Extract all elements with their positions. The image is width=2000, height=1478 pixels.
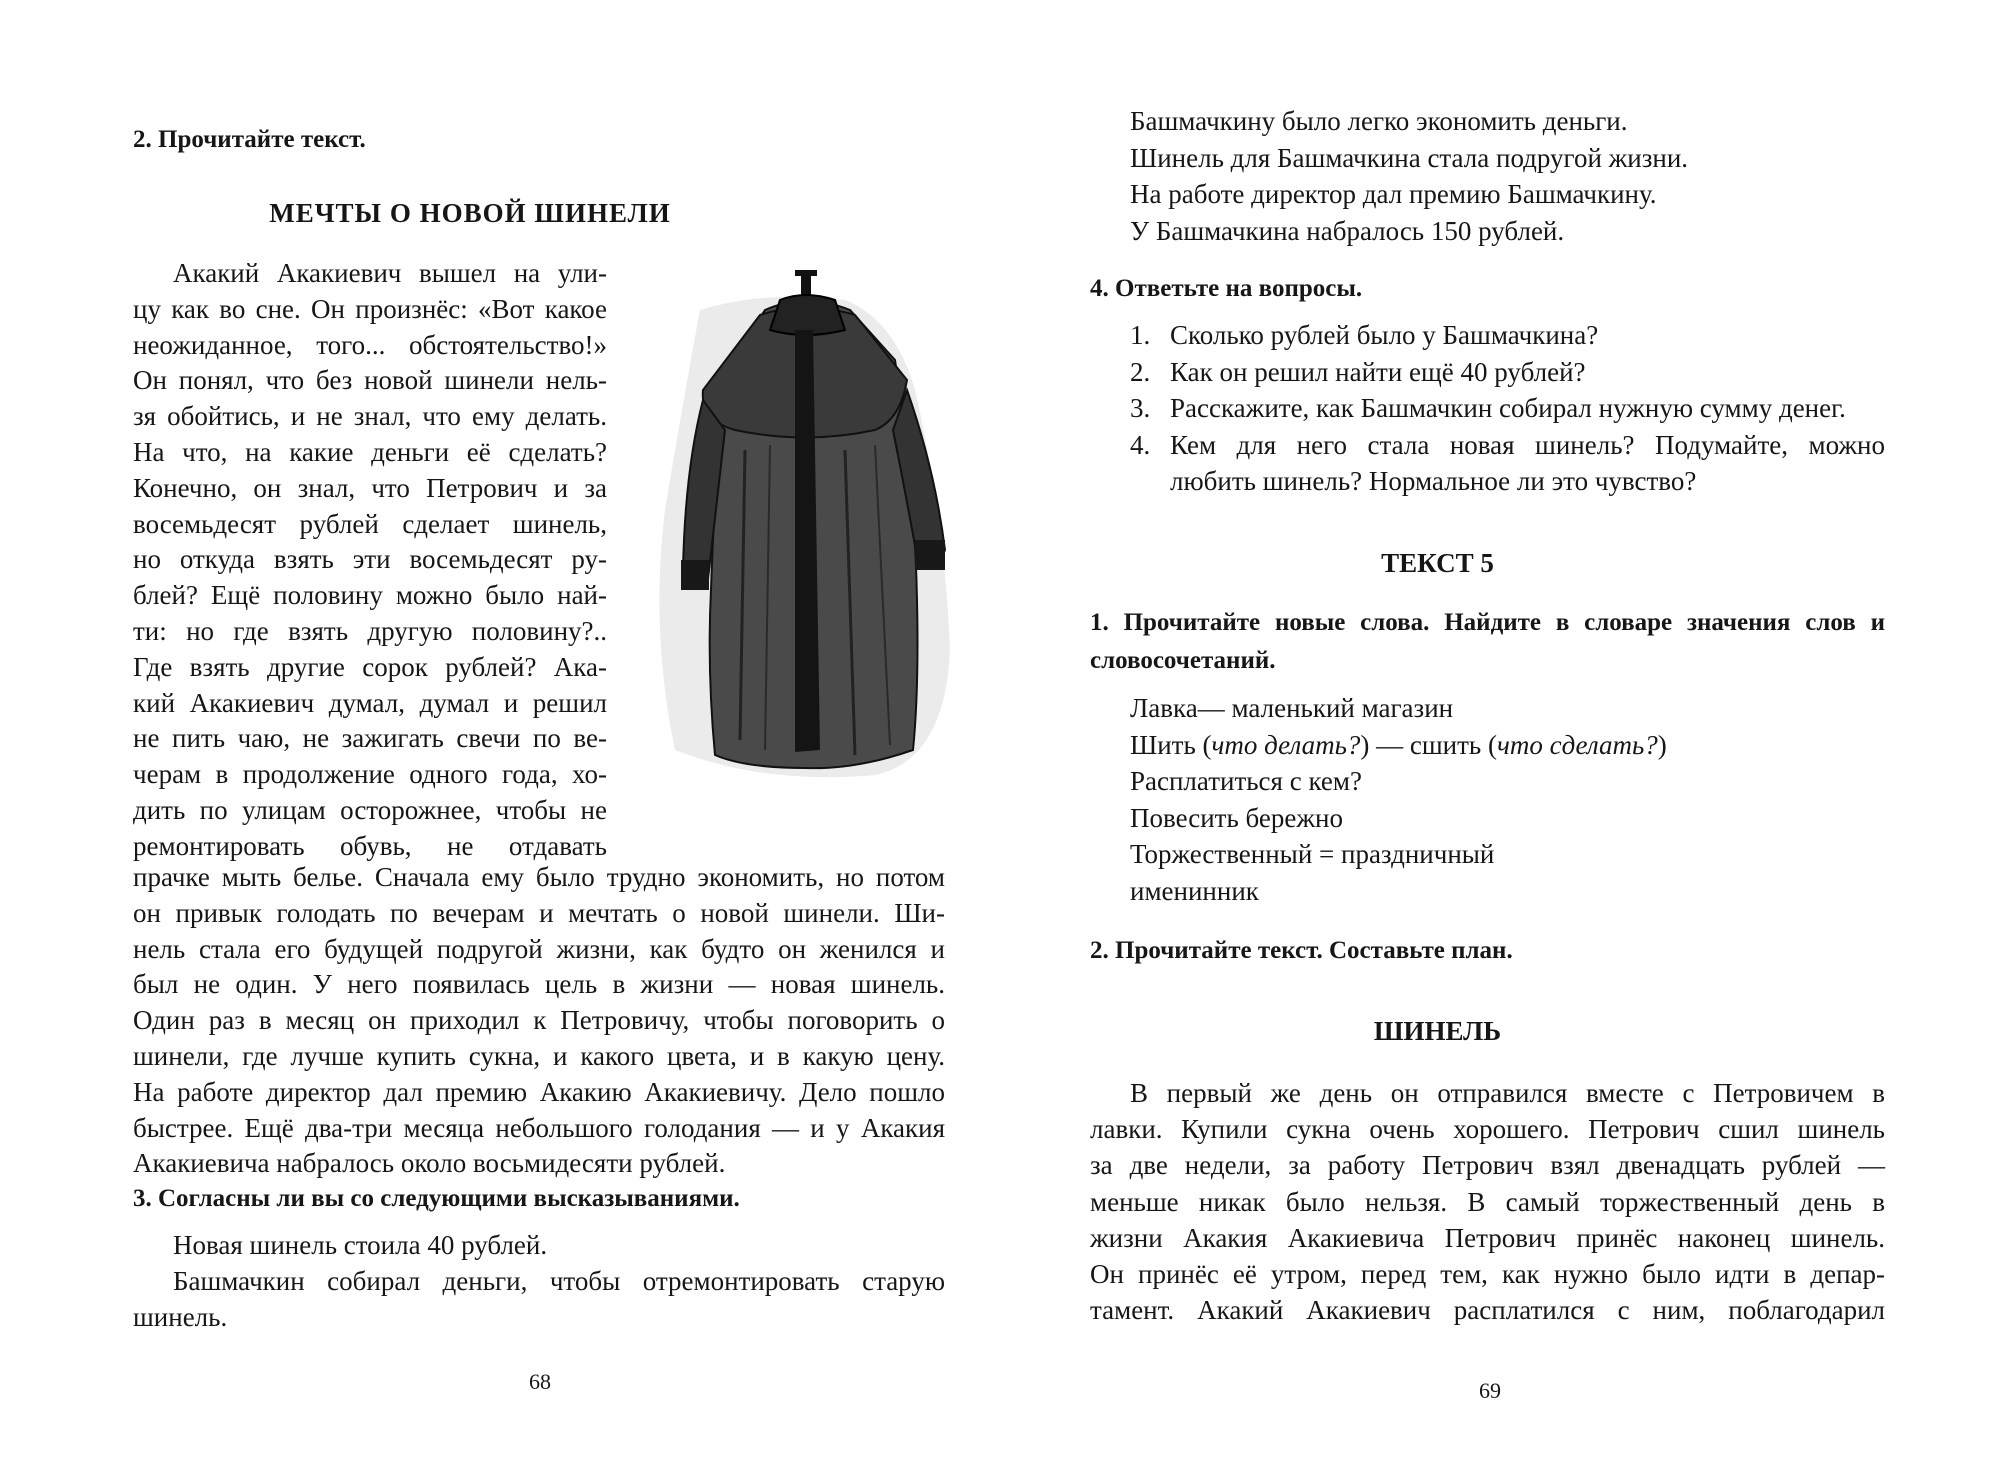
overcoat-illustration	[645, 270, 965, 790]
story-line: Конечно, он знал, что Петрович и за	[133, 472, 607, 503]
question-item	[1130, 354, 1885, 391]
vocabulary-list	[1130, 690, 1667, 909]
story-line: жизни Акакия Акакиевича Петрович принёс наконец шинель.	[1090, 1222, 1885, 1253]
question-number: 2.	[1130, 356, 1151, 387]
statement-line: шинель.	[133, 1301, 228, 1332]
vocab-item: Лавка— маленький магазин	[1130, 693, 1454, 723]
question-number: 1.	[1130, 320, 1151, 350]
story-line: тамент. Акакий Акакиевич расплатился с ним, поблагодарил	[1090, 1295, 1885, 1326]
story-2-text	[1090, 1075, 1885, 1328]
task-1-heading-continued: словосочетаний.	[1090, 647, 1276, 674]
question-text: Как он решил найти ещё 40 рублей?	[1170, 356, 1586, 387]
story-line: черам в продолжение одного года, хо-	[133, 759, 607, 790]
story-line: Один раз в месяц он приходил к Петровичу, чтобы поговорить о	[133, 1005, 945, 1036]
question-item	[1130, 427, 1885, 464]
questions-list	[1130, 317, 1885, 500]
question-text: Расскажите, как Башмачкин собирал нужную сумму денег.	[1170, 393, 1846, 423]
story-2-title: ШИНЕЛЬ	[1373, 1016, 1502, 1046]
story-narrow-column	[133, 256, 607, 865]
story-line: был не один. У него появилась цель в жизни — новая шинель.	[133, 969, 945, 1000]
question-text: любить шинель? Нормальное ли это чувство?	[1170, 466, 1697, 496]
question-item-continued	[1130, 463, 1885, 500]
task-2-heading: 2. Прочитайте текст. Составьте план.	[1090, 937, 1513, 964]
right-page	[1000, 0, 2000, 1478]
story-line: за две недели, за работу Петрович взял двенадцать рублей —	[1090, 1150, 1885, 1181]
story-line: цу как во сне. Он произнёс: «Вот какое	[133, 293, 607, 324]
statement-line: У Башмачкина набралось 150 рублей.	[1130, 215, 1565, 246]
page-number: 68	[529, 1369, 551, 1394]
vocab-item: Шить (что делать?) — сшить (что сделать?)	[1130, 729, 1667, 760]
vocab-item: Расплатиться с кем?	[1130, 766, 1362, 796]
statement-line: На работе директор дал премию Башмачкину.	[1130, 179, 1657, 209]
story-line: но откуда взять эти восемьдесят ру-	[133, 544, 607, 575]
text-5-heading: ТЕКСТ 5	[1381, 548, 1494, 578]
story-line: На что, на какие деньги её сделать?	[133, 436, 607, 467]
vocab-item: именинник	[1130, 875, 1259, 906]
question-text: Кем для него стала новая шинель? Подумайте, можно	[1170, 429, 1885, 460]
statement-line: Новая шинель стоила 40 рублей.	[173, 1230, 548, 1260]
story-line: быстрее. Ещё два-три месяца небольшого голодания — и у Акакия	[133, 1112, 945, 1143]
story-line: блей? Ещё половину можно было най-	[133, 580, 607, 611]
story-line: Он принёс её утром, перед тем, как нужно было идти в депар-	[1090, 1259, 1885, 1290]
story-line: ти: но где взять другую половину?..	[133, 615, 607, 646]
story-line: ремонтировать обувь, не отдавать	[133, 830, 607, 861]
story-line: зя обойтись, и не знал, что ему делать.	[133, 401, 607, 432]
vocab-item: Торжественный = праздничный	[1130, 839, 1495, 869]
statement-line: Шинель для Башмачкина стала подругой жизни.	[1130, 142, 1689, 173]
task-3-heading: 3. Согласны ли вы со следующими высказываниями.	[133, 1185, 740, 1212]
question-item	[1130, 390, 1885, 427]
question-item	[1130, 317, 1885, 354]
task-1-heading: 1. Прочитайте новые слова. Найдите в словаре значения слов и	[1090, 609, 1885, 636]
statements-continued	[1130, 103, 1688, 249]
story-line: На работе директор дал премию Акакию Акакиевичу. Дело пошло	[133, 1076, 945, 1107]
story-line: Акакий Акакиевич вышел на ули-	[173, 258, 607, 288]
task-2-heading: 2. Прочитайте текст.	[133, 126, 366, 153]
story-line: меньше никак было нельзя. В самый торжественный день в	[1090, 1186, 1885, 1217]
story-wide-column	[133, 860, 945, 1182]
story-line: Где взять другие сорок рублей? Ака-	[133, 651, 607, 682]
story-line: восемьдесят рублей сделает шинель,	[133, 508, 607, 539]
story-line: Он понял, что без новой шинели нель-	[133, 365, 607, 396]
story-line: шинели, где лучше купить сукна, и какого цвета, и в какую цену.	[133, 1040, 945, 1071]
page-number: 69	[1479, 1378, 1501, 1403]
story-line: он привык голодать по вечерам и мечтать о новой шинели. Ши-	[133, 897, 945, 928]
story-line: не пить чаю, не зажигать свечи по ве-	[133, 723, 607, 754]
vocab-item: Повесить бережно	[1130, 802, 1343, 833]
story-line: неожиданное, того... обстоятельство!»	[133, 329, 607, 360]
question-number: 4.	[1130, 429, 1151, 460]
story-line: прачке мыть белье. Сначала ему было трудно экономить, но потом	[133, 862, 945, 892]
question-text: Сколько рублей было у Башмачкина?	[1170, 320, 1599, 350]
story-line: кий Акакиевич думал, думал и решил	[133, 687, 607, 718]
story-line: Акакиевича набралось около восьмидесяти рублей.	[133, 1148, 726, 1179]
story-line: лавки. Купили сукна очень хорошего. Петрович сшил шинель	[1090, 1114, 1885, 1145]
statements-list	[133, 1228, 945, 1335]
task-4-heading: 4. Ответьте на вопросы.	[1090, 275, 1363, 302]
question-number: 3.	[1130, 393, 1151, 423]
story-line: В первый же день он отправился вместе с Петровичем в	[1130, 1078, 1885, 1108]
statement-line: Башмачкину было легко экономить деньги.	[1130, 106, 1628, 136]
statement-line: Башмачкин собирал деньги, чтобы отремонтировать старую	[173, 1265, 945, 1296]
story-line: дить по улицам осторожнее, чтобы не	[133, 794, 607, 825]
story-line: нель стала его будущей подругой жизни, как будто он женился и	[133, 933, 945, 964]
story-title: МЕЧТЫ О НОВОЙ ШИНЕЛИ	[269, 198, 671, 228]
